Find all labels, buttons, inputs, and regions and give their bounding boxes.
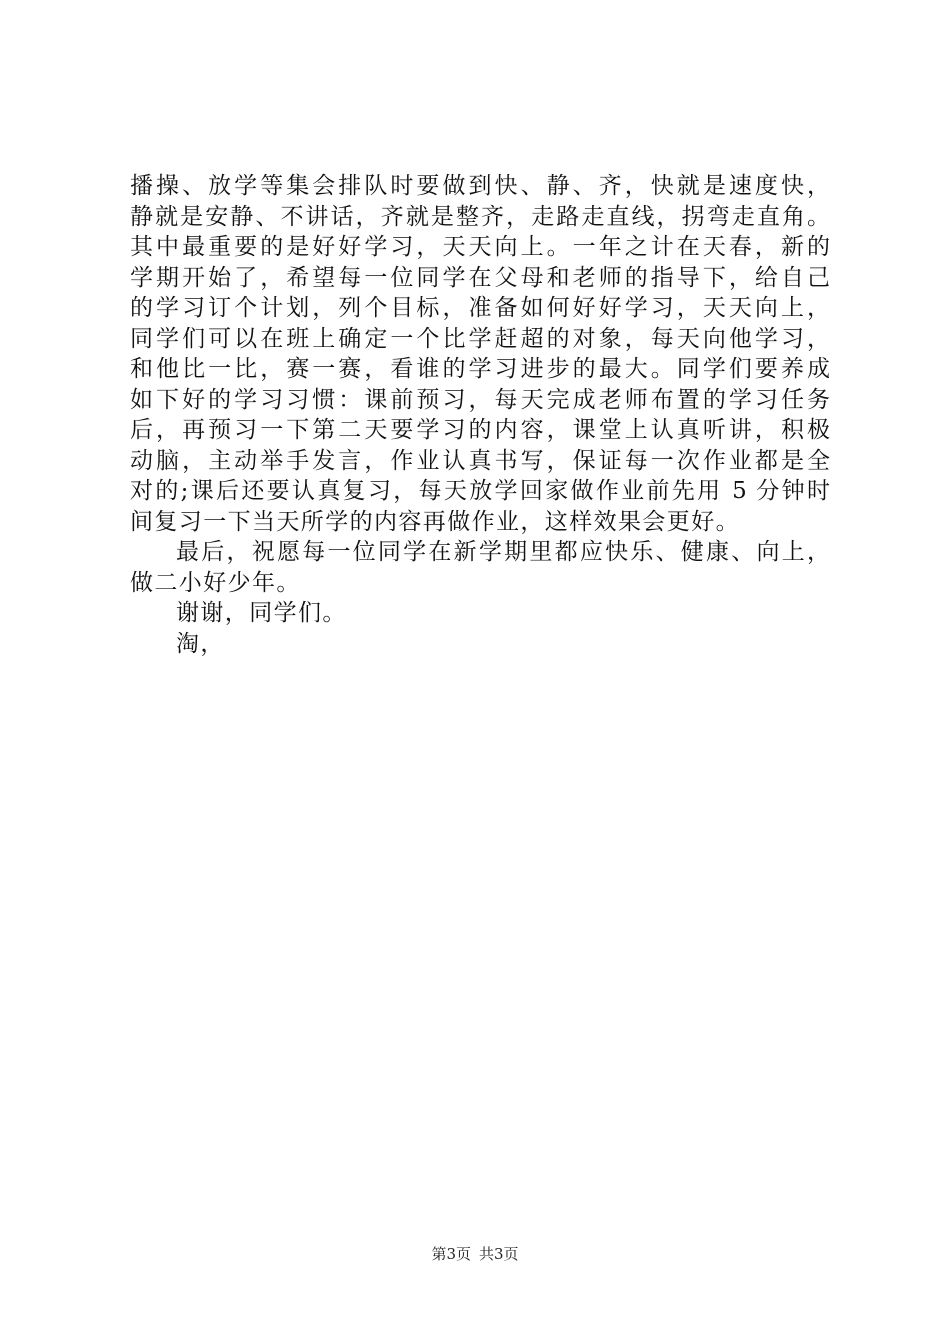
paragraph-line: 最后，祝愿每一位同学在新学期里都应快乐、健康、向上， — [176, 539, 830, 565]
paragraph-line: 静就是安静、不讲话，齐就是整齐，走路走直线，拐弯走直角。 — [130, 203, 830, 230]
page-total: 共3页 — [479, 1245, 519, 1263]
page-footer — [0, 1244, 950, 1264]
paragraph-line: 谢谢，同学们。 — [176, 600, 347, 626]
paragraph-line: 播操、放学等集会排队时要做到快、静、齐，快就是速度快， — [130, 173, 830, 199]
paragraph-line: 学期开始了，希望每一位同学在父母和老师的指导下，给自己 — [130, 264, 830, 291]
paragraph-line: 后，再预习一下第二天要学习的内容，课堂上认真听讲，积极 — [130, 417, 830, 443]
page-number: 第3页 — [431, 1245, 471, 1263]
paragraph-line: 同学们可以在班上确定一个比学赶超的对象，每天向他学习， — [130, 325, 830, 352]
paragraph-line: 和他比一比，赛一赛，看谁的学习进步的最大。同学们要养成 — [130, 356, 830, 382]
paragraph-line: 其中最重要的是好好学习，天天向上。一年之计在天春，新的 — [130, 234, 830, 260]
paragraph-line: 如下好的学习习惯：课前预习，每天完成老师布置的学习任务 — [130, 386, 830, 413]
paragraph-line: 做二小好少年。 — [130, 569, 301, 596]
paragraph-line: 对的;课后还要认真复习，每天放学回家做作业前先用 5 分钟时 — [130, 478, 830, 504]
paragraph-line: 间复习一下当天所学的内容再做作业，这样效果会更好。 — [130, 508, 740, 535]
paragraph-line: 淘， — [176, 630, 225, 657]
paragraph-line: 的学习订个计划，列个目标，准备如何好好学习，天天向上， — [130, 295, 830, 321]
paragraph-line: 动脑，主动举手发言，作业认真书写，保证每一次作业都是全 — [130, 447, 830, 474]
document-body — [130, 171, 830, 659]
